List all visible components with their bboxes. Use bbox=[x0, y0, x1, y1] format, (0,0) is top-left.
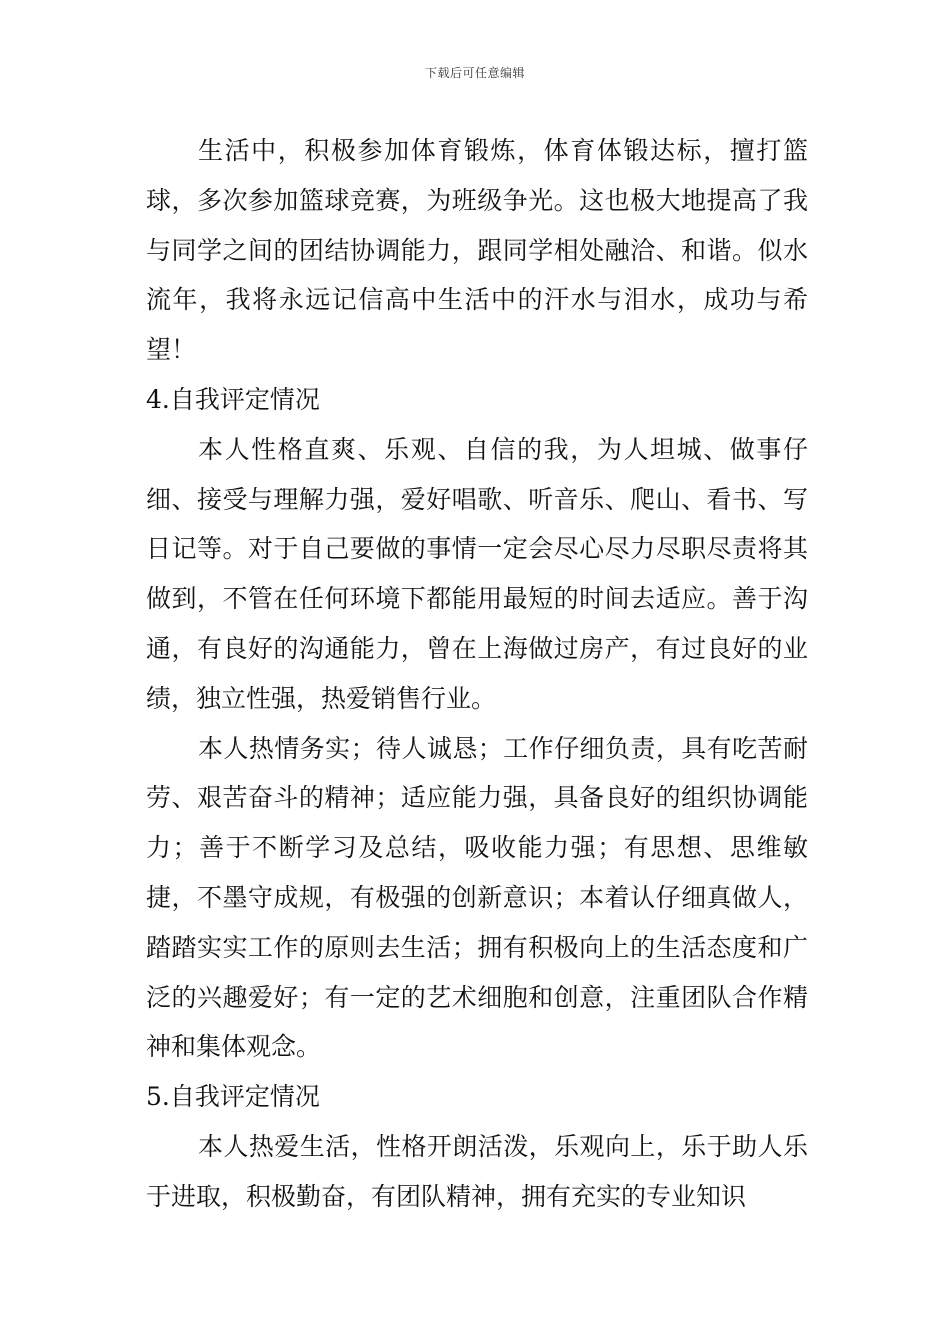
section-heading-4: 4.自我评定情况 bbox=[146, 384, 320, 414]
paragraph-love-life: 本人热爱生活，性格开朗活泼，乐观向上，乐于助人乐于进取，积极勤奋，有团队精神，拥有充实的专业知识 bbox=[146, 1131, 808, 1211]
paragraph-sports-life: 生活中，积极参加体育锻炼，体育体锻达标，擅打篮球，多次参加篮球竞赛，为班级争光。这也极大地提高了我与同学之间的团结协调能力，跟同学相处融洽、和谐。似水流年，我将永远记信高中生活中的汗水与泪水，成功与希望！ bbox=[146, 136, 808, 365]
section-heading-5: 5.自我评定情况 bbox=[146, 1082, 320, 1112]
page-header: 下载后可任意编辑 bbox=[424, 66, 525, 80]
paragraph-personality: 本人性格直爽、乐观、自信的我，为人坦城、做事仔细、接受与理解力强，爱好唱歌、听音乐、爬山、看书、写日记等。对于自己要做的事情一定会尽心尽力尽职尽责将其做到，不管在任何环境下都能用最短的时间去适应。善于沟通，有良好的沟通能力，曾在上海做过房产，有过良好的业绩，独立性强，热爱销售行业。 bbox=[146, 434, 808, 713]
paragraph-work-attitude: 本人热情务实；待人诚恳；工作仔细负责，具有吃苦耐劳、艰苦奋斗的精神；适应能力强，具备良好的组织协调能力；善于不断学习及总结，吸收能力强；有思想、思维敏捷，不墨守成规，有极强的创新意识；本着认仔细真做人，踏踏实实工作的原则去生活；拥有积极向上的生活态度和广泛的兴趣爱好；有一定的艺术细胞和创意，注重团队合作精神和集体观念。 bbox=[146, 733, 808, 1062]
document-body bbox=[146, 126, 808, 1222]
